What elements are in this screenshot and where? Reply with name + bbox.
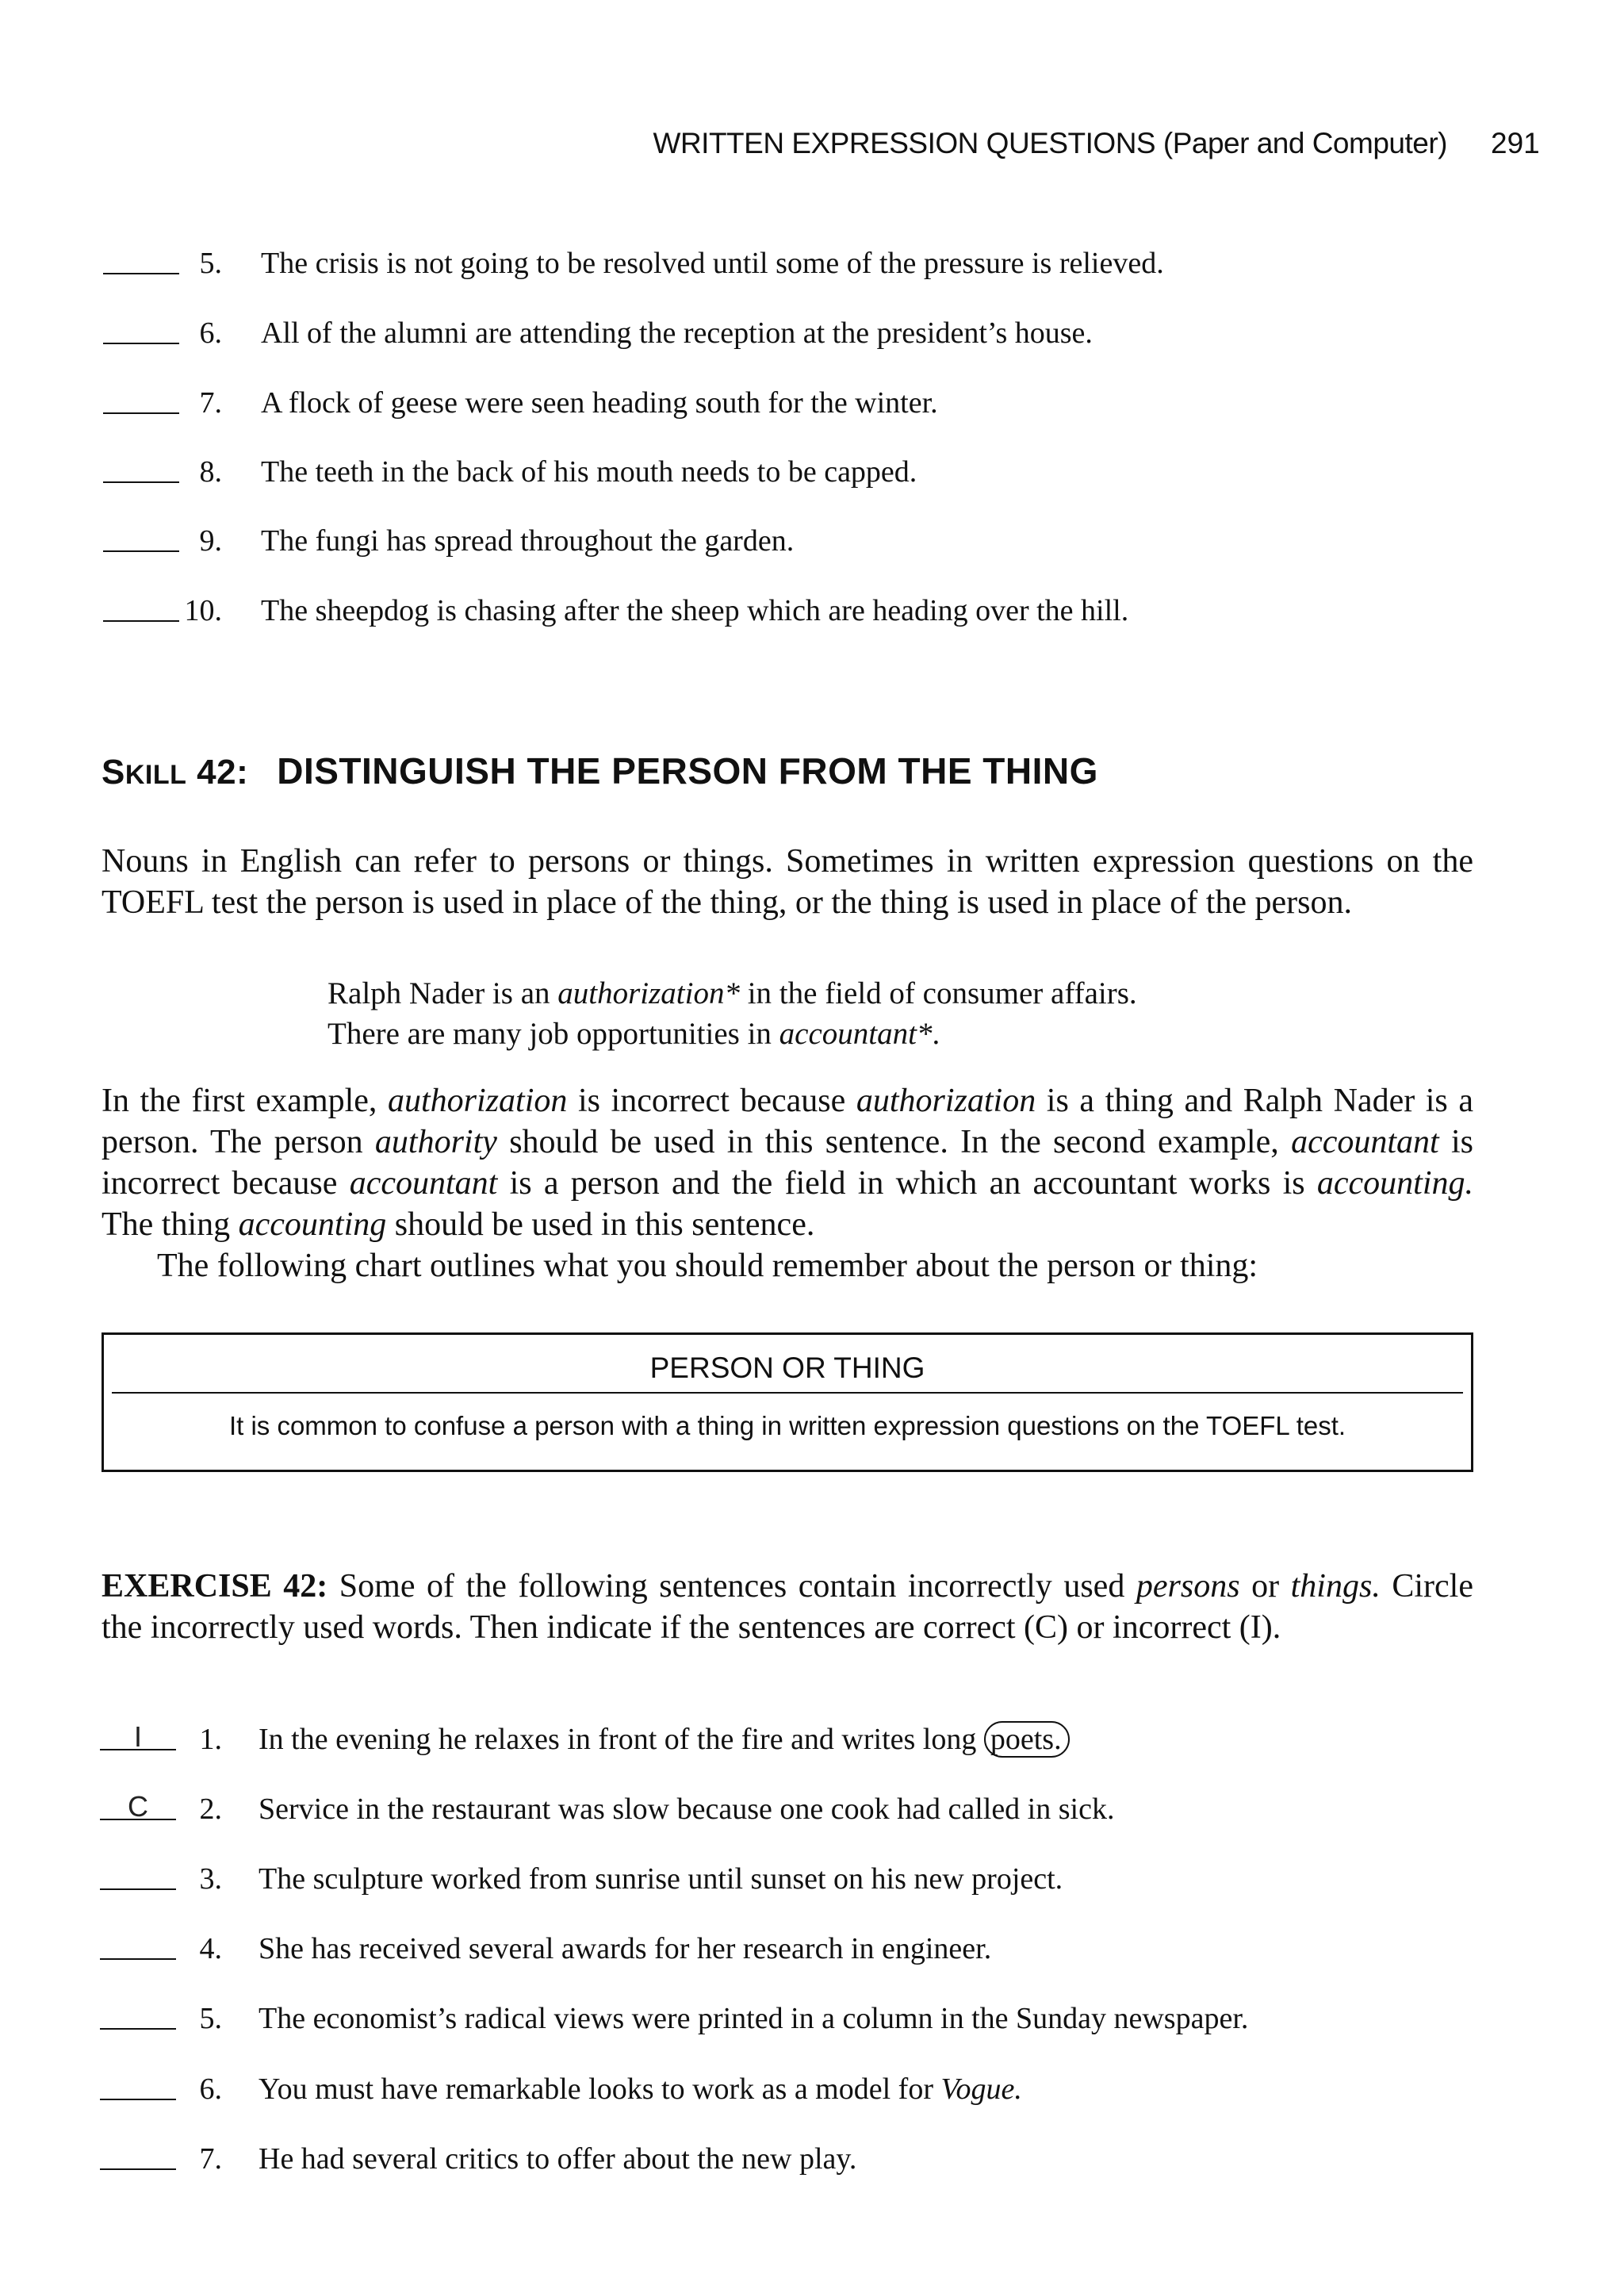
chart-title: PERSON OR THING [112,1341,1463,1394]
item-number: 6. [199,2072,222,2106]
item-number: 7. [199,386,222,420]
item-sentence: The fungi has spread throughout the garden. [261,524,795,558]
exercise-instructions: EXERCISE 42: Some of the following sentences contain incorrectly used persons or things. Circle the incorrectly used words. Then indicate if the sentences are correct (C) or incorrect (I). [102,1568,1473,1646]
item-sentence: The economist’s radical views were printed in a column in the Sunday newspaper. [259,2002,1249,2035]
running-head: WRITTEN EXPRESSION QUESTIONS (Paper and Computer) [653,127,1447,159]
item-number: 1. [199,1723,222,1756]
chart-lead-in: The following chart outlines what you should remember about the person or thing: [157,1248,1258,1284]
item-sentence: Service in the restaurant was slow because one cook had called in sick. [259,1792,1115,1826]
skill-heading [102,750,1098,792]
answer-blank[interactable]: I [100,1720,176,1750]
example-sentence-1: Ralph Nader is an authorization* in the field of consumer affairs. [327,976,1137,1010]
magazine-title: Vogue. [940,2072,1022,2106]
chart-body: It is common to confuse a person with a thing in written expression questions on the TOEFL test. [228,1411,1346,1440]
item-number: 5. [199,2002,222,2035]
item-sentence: In the evening he relaxes in front of the fire and writes long poets. [259,1720,1070,1759]
item-sentence: She has received several awards for her research in engineer. [259,1932,992,1965]
item-sentence: The sheepdog is chasing after the sheep which are heading over the hill. [261,594,1129,627]
item-number: 5. [199,247,222,280]
item-sentence: The sculpture worked from sunrise until sunset on his new project. [259,1862,1063,1896]
item-sentence: The crisis is not going to be resolved until some of the pressure is relieved. [261,247,1164,280]
item-sentence: The teeth in the back of his mouth needs to be capped. [261,455,917,489]
item-number: 7. [199,2142,222,2176]
page-number: 291 [1491,127,1540,159]
explanation-paragraph: In the first example, authorization is incorrect because authorization is a thing and Ralph Nader is a person. The person authority should be used in this sentence. In the second example, accountant is incorrect because accountant is a person and the field in which an accountant works is accounting. The thing accounting should be used in this sentence. [102,1083,1474,1243]
skill-label: SKILL 42: [102,753,249,792]
item-sentence: All of the alumni are attending the reception at the president’s house. [261,316,1093,350]
circled-word: poets. [984,1721,1070,1758]
item-sentence: A flock of geese were seen heading south for the winter. [261,386,938,420]
item-number: 4. [199,1932,222,1965]
example-sentence-2: There are many job opportunities in accountant*. [327,1017,940,1051]
item-number: 3. [199,1862,222,1896]
item-number: 6. [199,316,222,350]
item-sentence: You must have remarkable looks to work as a model for Vogue. [259,2072,1022,2106]
item-number: 2. [199,1792,222,1826]
intro-paragraph: Nouns in English can refer to persons or things. Sometimes in written expression questions on the TOEFL test the person is used in place of the thing, or the thing is used in place of the person. [102,843,1473,921]
answer-blank[interactable]: C [100,1789,176,1820]
item-number: 10. [184,594,222,627]
skill-title: DISTINGUISH THE PERSON FROM THE THING [277,750,1098,792]
exercise-label: EXERCISE 42: [102,1568,328,1605]
item-number: 9. [199,524,222,558]
item-sentence: He had several critics to offer about the new play. [259,2142,857,2176]
rule-chart [102,1332,1473,1472]
item-number: 8. [199,455,222,489]
